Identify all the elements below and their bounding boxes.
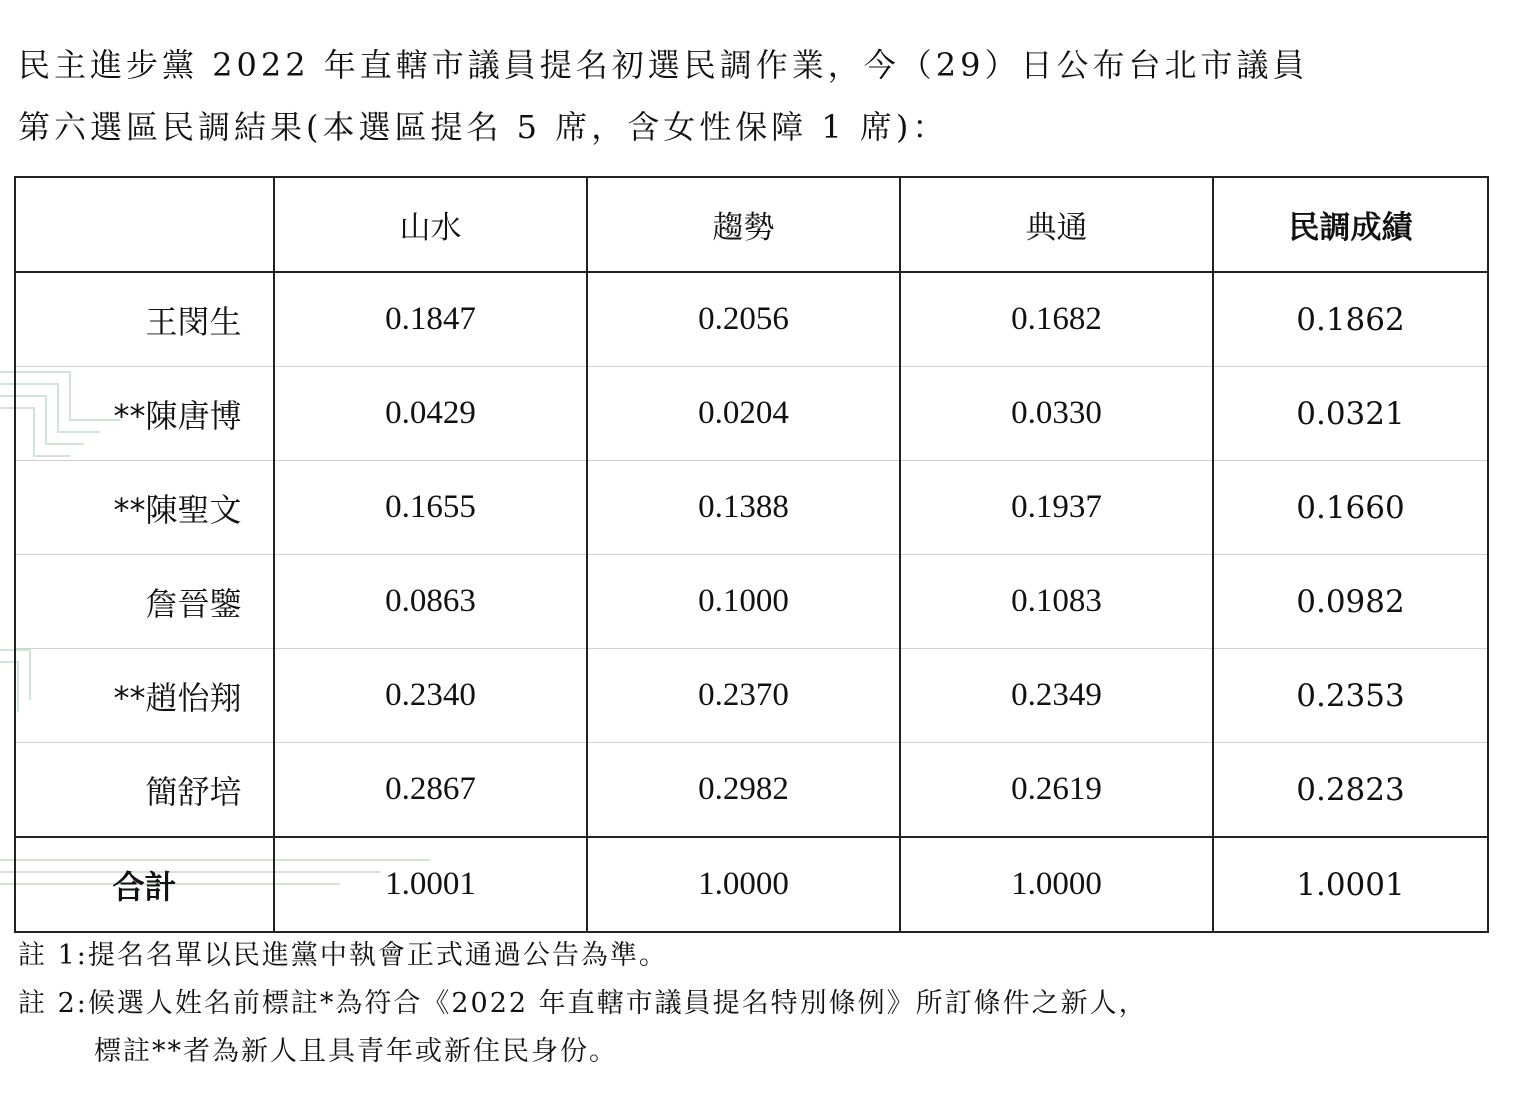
shanshui-value: 0.0863 xyxy=(274,555,587,649)
qushi-value: 0.1000 xyxy=(587,555,900,649)
diantong-value: 0.0330 xyxy=(900,367,1213,461)
shanshui-value: 0.2867 xyxy=(274,743,587,838)
table-row xyxy=(15,461,1488,555)
total-final-score: 1.0001 xyxy=(1213,837,1488,932)
shanshui-value: 0.1847 xyxy=(274,272,587,367)
qushi-value: 0.1388 xyxy=(587,461,900,555)
diantong-value: 0.2349 xyxy=(900,649,1213,743)
footnote-2-line-2: 標註**者為新人且具青年或新住民身份。 xyxy=(94,1036,618,1067)
header-shanshui: 山水 xyxy=(274,177,587,272)
final-score-value: 0.0982 xyxy=(1213,555,1488,649)
heading-line-2: 第六選區民調結果(本選區提名 5 席，含女性保障 1 席)： xyxy=(18,108,949,146)
header-qushi: 趨勢 xyxy=(587,177,900,272)
total-label: 合計 xyxy=(15,837,274,932)
table-row xyxy=(15,272,1488,367)
final-score-value: 0.2823 xyxy=(1213,743,1488,838)
header-final-score: 民調成績 xyxy=(1213,177,1488,272)
candidate-name: **陳唐博 xyxy=(113,396,242,435)
table-header-row xyxy=(15,177,1488,272)
final-score-value: 0.1660 xyxy=(1213,461,1488,555)
candidate-name: **陳聖文 xyxy=(113,490,242,529)
heading-line-1: 民主進步黨 2022 年直轄市議員提名初選民調作業，今（29）日公布台北市議員 xyxy=(18,46,1309,84)
candidate-name-cell xyxy=(15,367,274,461)
total-diantong: 1.0000 xyxy=(900,837,1213,932)
poll-results-table xyxy=(14,176,1489,933)
candidate-name-cell xyxy=(15,461,274,555)
diantong-value: 0.2619 xyxy=(900,743,1213,838)
footnote-1: 註 1:提名名單以民進黨中執會正式通過公告為準。 xyxy=(18,940,668,971)
qushi-value: 0.2982 xyxy=(587,743,900,838)
shanshui-value: 0.2340 xyxy=(274,649,587,743)
final-score-value: 0.2353 xyxy=(1213,649,1488,743)
candidate-name: 王閔生 xyxy=(145,302,242,341)
footnotes xyxy=(18,932,1518,1076)
shanshui-value: 0.1655 xyxy=(274,461,587,555)
table-row xyxy=(15,555,1488,649)
final-score-value: 0.0321 xyxy=(1213,367,1488,461)
shanshui-value: 0.0429 xyxy=(274,367,587,461)
header-diantong: 典通 xyxy=(900,177,1213,272)
total-row xyxy=(15,837,1488,932)
qushi-value: 0.0204 xyxy=(587,367,900,461)
final-score-value: 0.1862 xyxy=(1213,272,1488,367)
diantong-value: 0.1937 xyxy=(900,461,1213,555)
total-qushi: 1.0000 xyxy=(587,837,900,932)
qushi-value: 0.2056 xyxy=(587,272,900,367)
candidate-name-cell xyxy=(15,272,274,367)
announcement-heading xyxy=(18,34,1518,158)
candidate-name: 簡舒培 xyxy=(145,772,242,811)
qushi-value: 0.2370 xyxy=(587,649,900,743)
candidate-name: **趙怡翔 xyxy=(113,678,242,717)
table-row xyxy=(15,367,1488,461)
candidate-name-cell xyxy=(15,649,274,743)
header-candidate xyxy=(15,177,274,272)
diantong-value: 0.1682 xyxy=(900,272,1213,367)
candidate-name-cell xyxy=(15,555,274,649)
total-shanshui: 1.0001 xyxy=(274,837,587,932)
candidate-name: 詹晉鑒 xyxy=(145,584,242,623)
candidate-name-cell xyxy=(15,743,274,838)
table-row xyxy=(15,743,1488,838)
table-row xyxy=(15,649,1488,743)
footnote-2-line-1: 註 2:候選人姓名前標註*為符合《2022 年直轄市議員提名特別條例》所訂條件之新人， xyxy=(18,988,1148,1019)
diantong-value: 0.1083 xyxy=(900,555,1213,649)
